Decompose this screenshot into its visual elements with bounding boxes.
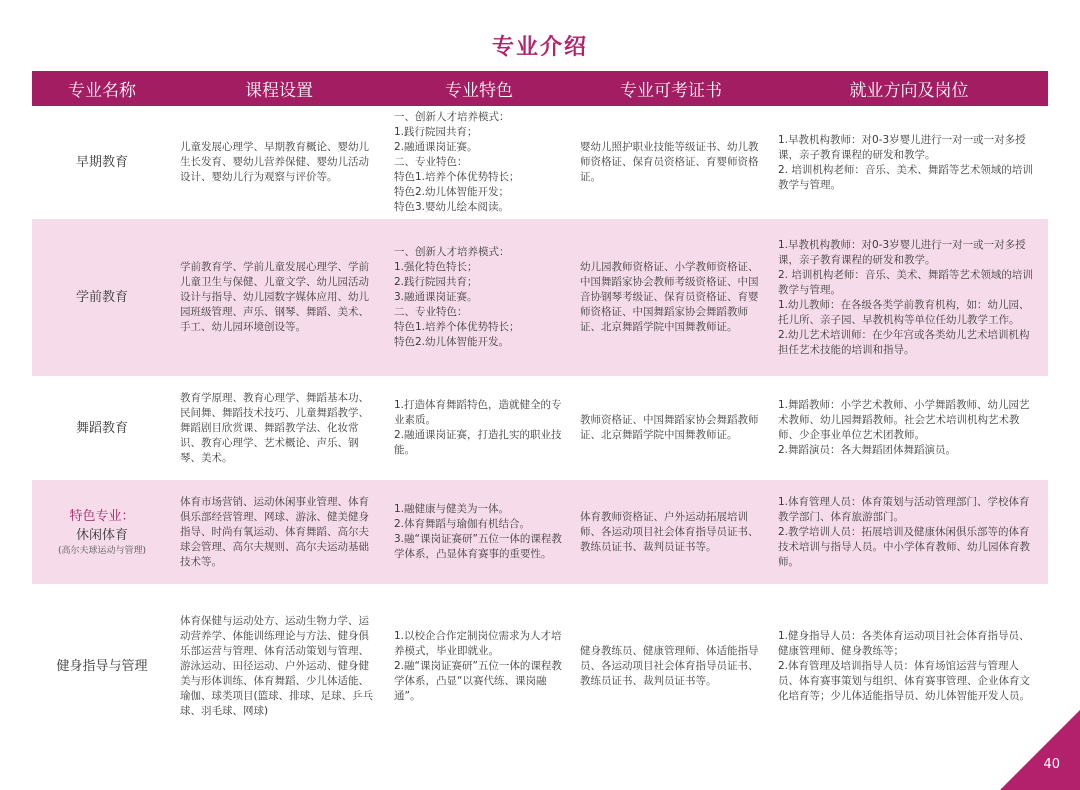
table-row — [32, 584, 1048, 748]
certificates-cell: 婴幼儿照护职业技能等级证书、幼儿教师资格证、保育员资格证、育婴师资格证。 — [572, 106, 770, 219]
table-header-row — [32, 71, 1048, 106]
feature-line: 特色2.幼儿体智能开发。 — [394, 336, 510, 348]
job-line: 2. 培训机构老师：音乐、美术、舞蹈等艺术领域的培训教学与管理。 — [778, 163, 1033, 191]
major-name: 早期教育 — [75, 155, 128, 170]
jobs-cell — [770, 480, 1048, 584]
majors-table — [32, 71, 1048, 748]
table-row — [32, 219, 1048, 376]
header-courses: 课程设置 — [172, 71, 386, 106]
job-line: 2.幼儿艺术培训师：在少年宫或各类幼儿艺术培训机构担任艺术技能的培训和指导。 — [778, 328, 1030, 356]
feature-line: 2.践行院园共育； — [394, 276, 478, 288]
job-line: 1.舞蹈教师：小学艺术教师、小学舞蹈教师、幼儿园艺术教师、幼儿园舞蹈教师。社会艺术培训机构艺术教师、少企事业单位艺术团教师。 — [778, 399, 1030, 441]
major-name-cell — [32, 480, 172, 584]
courses-cell: 学前教育学、学前儿童发展心理学、学前儿童卫生与保健、儿童文学、幼儿园活动设计与指导、幼儿园数字媒体应用、幼儿园班级管理、声乐、钢琴、舞蹈、美术、手工、幼儿园环境创设等。 — [172, 219, 386, 376]
feature-line: 3.融“课岗证赛研”五位一体的课程教学体系，凸显体育赛事的重要性。 — [394, 533, 562, 560]
courses-cell: 体育市场营销、运动休闲事业管理、体育俱乐部经营管理、网球、游泳、健美健身指导、时尚有氧运动、体育舞蹈、高尔夫球会管理、高尔夫规则、高尔夫运动基础技术等。 — [172, 480, 386, 584]
feature-line: 1.践行院园共育； — [394, 126, 478, 138]
job-line: 2.教学培训人员：拓展培训及健康休闲俱乐部等的体育技术培训与指导人员。中小学体育教师、幼儿园体育教师。 — [778, 525, 1030, 568]
page-number: 40 — [1043, 757, 1060, 772]
jobs-cell — [770, 106, 1048, 219]
feature-line: 1.强化特色特长； — [394, 261, 478, 273]
major-name-note: (高尔夫球运动与管理) — [57, 545, 147, 556]
feature-line: 特色1.培养个体优势特长； — [394, 171, 520, 183]
feature-line: 二、专业特色： — [394, 306, 468, 318]
job-line: 1.体育管理人员：体育策划与活动管理部门、学校体育教学部门、体育旅游部门。 — [778, 495, 1030, 523]
job-line: 1.早教机构教师：对0-3岁婴儿进行一对一或一对多授课，亲子教育课程的研发和教学。 — [778, 238, 1026, 266]
job-line: 2.体育管理及培训指导人员：体育场馆运营与管理人员、体育赛事策划与组织、体育赛事管理、企业体育文化培育等；少儿体适能指导员、幼儿体智能开发人员。 — [778, 659, 1030, 702]
feature-line: 1.以校企合作定制岗位需求为人才培养模式，毕业即就业。 — [394, 629, 562, 657]
feature-line: 2.体育舞蹈与瑜伽有机结合。 — [394, 518, 531, 530]
courses-cell: 体育保健与运动处方、运动生物力学、运动营养学、体能训练理论与方法、健身俱乐部运营与管理、体育活动策划与管理、游泳运动、田径运动、户外运动、健身健美与形体训练、体育舞蹈、少儿体适能、瑜伽、球类项目(篮球、排球、足球、乒乓球、羽毛球、网球) — [172, 584, 386, 748]
header-jobs: 就业方向及岗位 — [770, 71, 1048, 106]
feature-line: 2.融通课岗证赛。 — [394, 141, 478, 153]
jobs-cell — [770, 376, 1048, 480]
features-cell — [386, 106, 572, 219]
major-name: 健身指导与管理 — [56, 658, 148, 674]
certificates-cell: 幼儿园教师资格证、小学教师资格证、中国舞蹈家协会教师考级资格证、中国音协钢琴考级证、保育员资格证、育婴师资格证、中国舞蹈家协会舞蹈教师证、北京舞蹈学院中国舞教师证。 — [572, 219, 770, 376]
feature-line: 1.打造体育舞蹈特色，造就健全的专业素质。 — [394, 399, 562, 426]
header-major-name: 专业名称 — [32, 71, 172, 106]
job-line: 1.幼儿教师：在各级各类学前教育机构，如：幼儿园、托儿所、亲子园、早教机构等单位任幼儿教学工作。 — [778, 298, 1030, 326]
feature-line: 特色3.婴幼儿绘本阅读。 — [394, 201, 510, 213]
major-name-cell — [32, 219, 172, 376]
table-row — [32, 376, 1048, 480]
courses-cell: 教育学原理、教育心理学、舞蹈基本功、民间舞、舞蹈技术技巧、儿童舞蹈教学、舞蹈剧目欣赏课、舞蹈教学法、化妆常识、教育心理学、艺术概论、声乐、钢琴、美术。 — [172, 376, 386, 480]
header-features: 专业特色 — [386, 71, 572, 106]
certificates-cell: 教师资格证、中国舞蹈家协会舞蹈教师证、北京舞蹈学院中国舞教师证。 — [572, 376, 770, 480]
job-line: 2. 培训机构老师：音乐、美术、舞蹈等艺术领域的培训教学与管理。 — [778, 268, 1033, 296]
major-name-cell — [32, 376, 172, 480]
feature-line: 3.融通课岗证赛。 — [394, 291, 478, 303]
features-cell — [386, 584, 572, 748]
featured-major-tag: 特色专业： — [69, 508, 135, 524]
jobs-cell — [770, 584, 1048, 748]
header-certificates: 专业可考证书 — [572, 71, 770, 106]
certificates-cell: 健身教练员、健康管理师、体适能指导员、各运动项目社会体育指导员证书、教练员证书、裁判员证书等。 — [572, 584, 770, 748]
feature-line: 一、创新人才培养模式： — [394, 246, 510, 258]
features-cell — [386, 219, 572, 376]
certificates-cell: 体育教师资格证、户外运动拓展培训师、各运动项目社会体育指导员证书、教练员证书、裁判员证书等。 — [572, 480, 770, 584]
major-name: 学前教育 — [75, 290, 128, 305]
features-cell — [386, 376, 572, 480]
table-row — [32, 480, 1048, 584]
job-line: 2.舞蹈演员：各大舞蹈团体舞蹈演员。 — [778, 444, 957, 456]
page-title: 专业介绍 — [491, 35, 588, 60]
major-name: 舞蹈教育 — [75, 420, 128, 436]
features-cell — [386, 480, 572, 584]
feature-line: 1.融健康与健美为一体。 — [394, 503, 510, 515]
feature-line: 特色2.幼儿体智能开发； — [394, 186, 510, 198]
job-line: 1.早教机构教师：对0-3岁婴儿进行一对一或一对多授课，亲子教育课程的研发和教学。 — [778, 133, 1026, 161]
job-line: 1.健身指导人员：各类体育运动项目社会体育指导员、健康管理师、健身教练等； — [778, 629, 1030, 657]
courses-cell: 儿童发展心理学、早期教育概论、婴幼儿生长发育、婴幼儿营养保健、婴幼儿活动设计、婴幼儿行为观察与评价等。 — [172, 106, 386, 219]
major-name-cell — [32, 106, 172, 219]
feature-line: 一、创新人才培养模式： — [394, 111, 510, 123]
jobs-cell — [770, 219, 1048, 376]
feature-line: 2.融“课岗证赛研”五位一体的课程教学体系，凸显“以赛代练、课岗融通”。 — [394, 659, 562, 702]
feature-line: 特色1.培养个体优势特长； — [394, 321, 520, 333]
feature-line: 二、专业特色： — [394, 156, 468, 168]
feature-line: 2.融通课岗证赛，打造扎实的职业技能。 — [394, 429, 562, 456]
major-name-cell — [32, 584, 172, 748]
table-row — [32, 106, 1048, 219]
major-name: 休闲体育 — [75, 527, 128, 543]
